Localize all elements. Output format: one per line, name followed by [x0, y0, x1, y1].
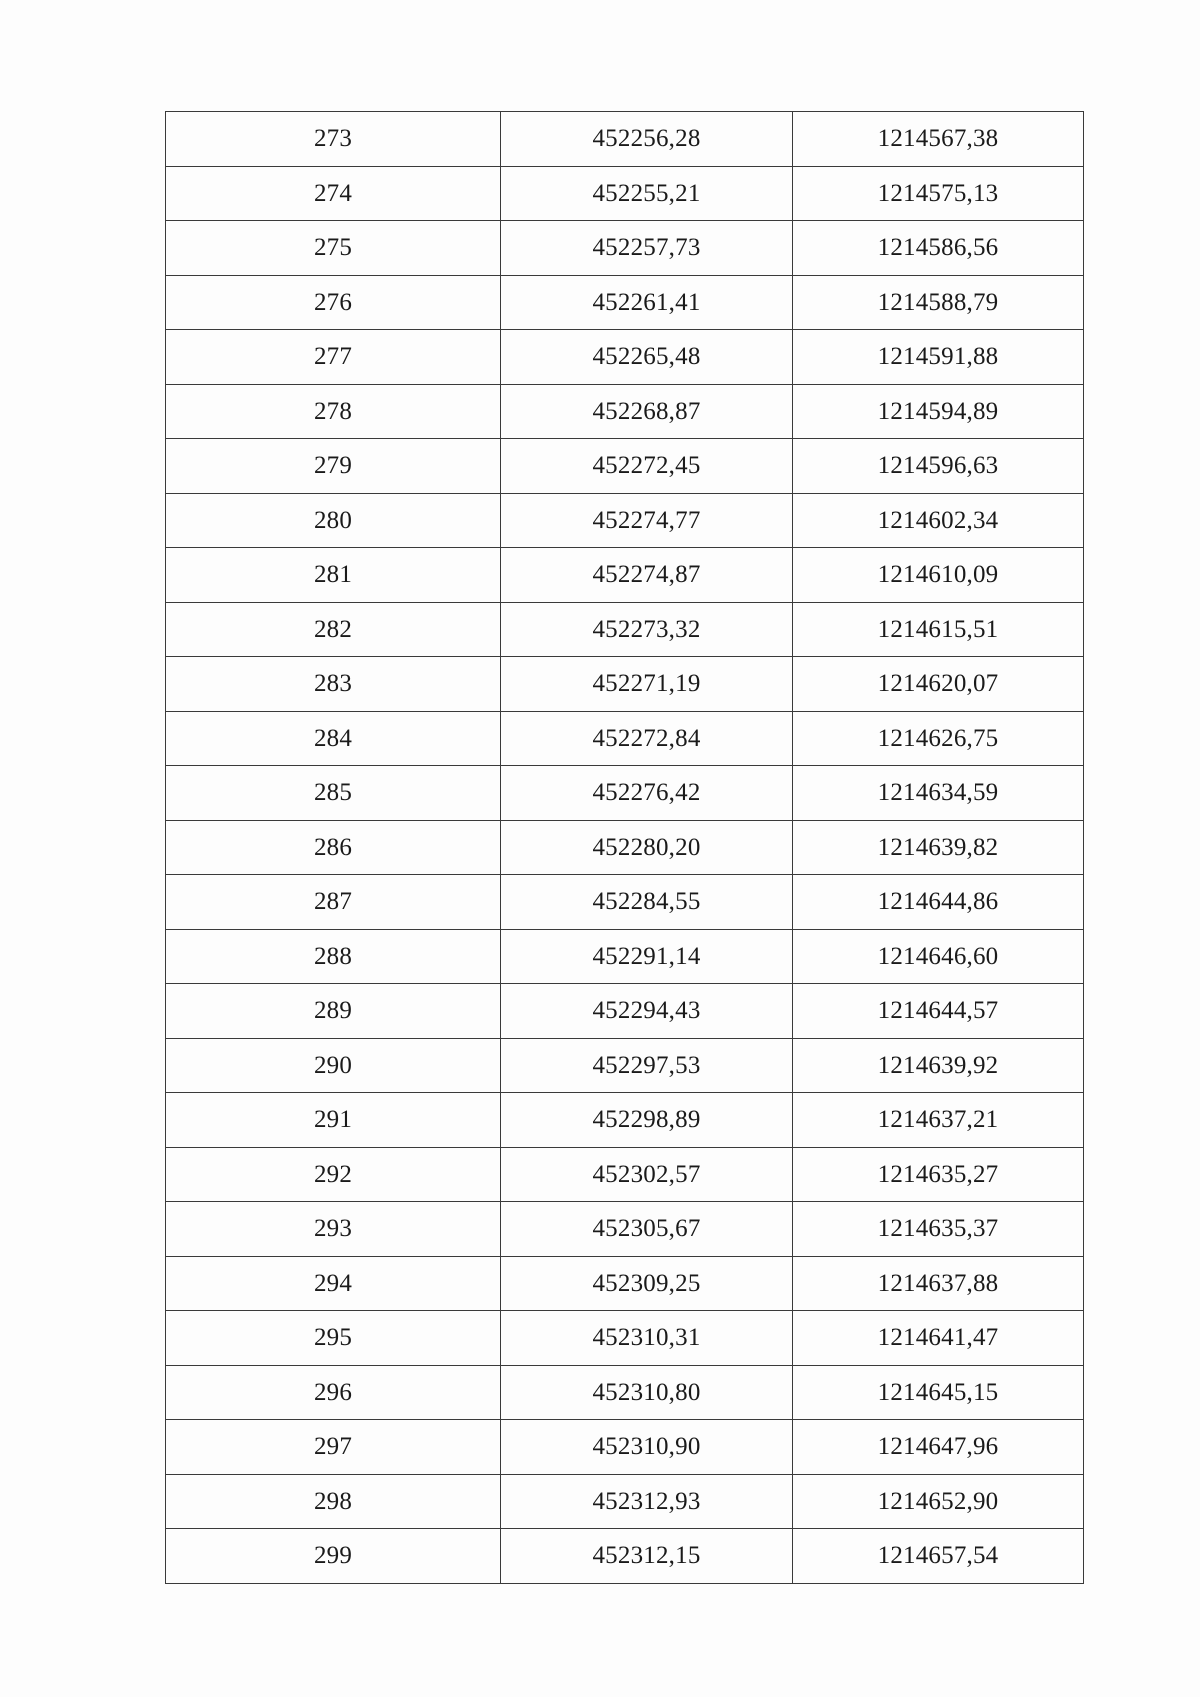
- point-number-cell: 290: [166, 1038, 501, 1093]
- x-coordinate-cell: 452280,20: [501, 820, 793, 875]
- y-coordinate-cell: 1214657,54: [793, 1529, 1084, 1584]
- y-coordinate-cell: 1214588,79: [793, 275, 1084, 330]
- table-row: [166, 221, 1084, 276]
- x-coordinate-cell: 452273,32: [501, 602, 793, 657]
- point-number-cell: 276: [166, 275, 501, 330]
- x-coordinate-cell: 452291,14: [501, 929, 793, 984]
- table-row: [166, 820, 1084, 875]
- x-coordinate-cell: 452310,80: [501, 1365, 793, 1420]
- coordinates-table: [165, 111, 1084, 1584]
- point-number-cell: 279: [166, 439, 501, 494]
- x-coordinate-cell: 452272,45: [501, 439, 793, 494]
- table-row: [166, 439, 1084, 494]
- point-number-cell: 287: [166, 875, 501, 930]
- table-row: [166, 1256, 1084, 1311]
- y-coordinate-cell: 1214626,75: [793, 711, 1084, 766]
- x-coordinate-cell: 452265,48: [501, 330, 793, 385]
- y-coordinate-cell: 1214634,59: [793, 766, 1084, 821]
- point-number-cell: 275: [166, 221, 501, 276]
- y-coordinate-cell: 1214635,27: [793, 1147, 1084, 1202]
- x-coordinate-cell: 452257,73: [501, 221, 793, 276]
- y-coordinate-cell: 1214647,96: [793, 1420, 1084, 1475]
- point-number-cell: 285: [166, 766, 501, 821]
- x-coordinate-cell: 452302,57: [501, 1147, 793, 1202]
- y-coordinate-cell: 1214639,82: [793, 820, 1084, 875]
- table-row: [166, 984, 1084, 1039]
- point-number-cell: 286: [166, 820, 501, 875]
- y-coordinate-cell: 1214586,56: [793, 221, 1084, 276]
- x-coordinate-cell: 452309,25: [501, 1256, 793, 1311]
- table-row: [166, 493, 1084, 548]
- table-row: [166, 330, 1084, 385]
- point-number-cell: 284: [166, 711, 501, 766]
- point-number-cell: 293: [166, 1202, 501, 1257]
- x-coordinate-cell: 452294,43: [501, 984, 793, 1039]
- table-row: [166, 112, 1084, 167]
- x-coordinate-cell: 452268,87: [501, 384, 793, 439]
- point-number-cell: 273: [166, 112, 501, 167]
- point-number-cell: 295: [166, 1311, 501, 1366]
- table-row: [166, 275, 1084, 330]
- y-coordinate-cell: 1214591,88: [793, 330, 1084, 385]
- point-number-cell: 277: [166, 330, 501, 385]
- table-row: [166, 1093, 1084, 1148]
- y-coordinate-cell: 1214645,15: [793, 1365, 1084, 1420]
- point-number-cell: 294: [166, 1256, 501, 1311]
- point-number-cell: 296: [166, 1365, 501, 1420]
- y-coordinate-cell: 1214637,88: [793, 1256, 1084, 1311]
- point-number-cell: 278: [166, 384, 501, 439]
- point-number-cell: 291: [166, 1093, 501, 1148]
- x-coordinate-cell: 452255,21: [501, 166, 793, 221]
- table-row: [166, 1365, 1084, 1420]
- x-coordinate-cell: 452297,53: [501, 1038, 793, 1093]
- table-row: [166, 657, 1084, 712]
- table-row: [166, 929, 1084, 984]
- x-coordinate-cell: 452276,42: [501, 766, 793, 821]
- y-coordinate-cell: 1214620,07: [793, 657, 1084, 712]
- table-row: [166, 1147, 1084, 1202]
- point-number-cell: 274: [166, 166, 501, 221]
- coordinates-table-body: [166, 112, 1084, 1584]
- x-coordinate-cell: 452312,15: [501, 1529, 793, 1584]
- x-coordinate-cell: 452284,55: [501, 875, 793, 930]
- x-coordinate-cell: 452272,84: [501, 711, 793, 766]
- y-coordinate-cell: 1214637,21: [793, 1093, 1084, 1148]
- point-number-cell: 283: [166, 657, 501, 712]
- x-coordinate-cell: 452274,87: [501, 548, 793, 603]
- point-number-cell: 299: [166, 1529, 501, 1584]
- table-row: [166, 384, 1084, 439]
- table-row: [166, 875, 1084, 930]
- x-coordinate-cell: 452261,41: [501, 275, 793, 330]
- point-number-cell: 282: [166, 602, 501, 657]
- y-coordinate-cell: 1214639,92: [793, 1038, 1084, 1093]
- y-coordinate-cell: 1214575,13: [793, 166, 1084, 221]
- point-number-cell: 298: [166, 1474, 501, 1529]
- y-coordinate-cell: 1214652,90: [793, 1474, 1084, 1529]
- point-number-cell: 288: [166, 929, 501, 984]
- table-row: [166, 1202, 1084, 1257]
- table-row: [166, 1038, 1084, 1093]
- x-coordinate-cell: 452274,77: [501, 493, 793, 548]
- y-coordinate-cell: 1214610,09: [793, 548, 1084, 603]
- y-coordinate-cell: 1214602,34: [793, 493, 1084, 548]
- y-coordinate-cell: 1214646,60: [793, 929, 1084, 984]
- table-row: [166, 602, 1084, 657]
- table-row: [166, 1311, 1084, 1366]
- point-number-cell: 289: [166, 984, 501, 1039]
- y-coordinate-cell: 1214594,89: [793, 384, 1084, 439]
- table-row: [166, 711, 1084, 766]
- point-number-cell: 292: [166, 1147, 501, 1202]
- x-coordinate-cell: 452298,89: [501, 1093, 793, 1148]
- x-coordinate-cell: 452310,31: [501, 1311, 793, 1366]
- point-number-cell: 297: [166, 1420, 501, 1475]
- x-coordinate-cell: 452305,67: [501, 1202, 793, 1257]
- y-coordinate-cell: 1214644,57: [793, 984, 1084, 1039]
- y-coordinate-cell: 1214615,51: [793, 602, 1084, 657]
- y-coordinate-cell: 1214644,86: [793, 875, 1084, 930]
- x-coordinate-cell: 452256,28: [501, 112, 793, 167]
- table-row: [166, 166, 1084, 221]
- table-row: [166, 548, 1084, 603]
- y-coordinate-cell: 1214596,63: [793, 439, 1084, 494]
- point-number-cell: 280: [166, 493, 501, 548]
- x-coordinate-cell: 452312,93: [501, 1474, 793, 1529]
- table-row: [166, 1420, 1084, 1475]
- table-row: [166, 1529, 1084, 1584]
- y-coordinate-cell: 1214567,38: [793, 112, 1084, 167]
- x-coordinate-cell: 452310,90: [501, 1420, 793, 1475]
- point-number-cell: 281: [166, 548, 501, 603]
- table-row: [166, 1474, 1084, 1529]
- y-coordinate-cell: 1214635,37: [793, 1202, 1084, 1257]
- table-row: [166, 766, 1084, 821]
- y-coordinate-cell: 1214641,47: [793, 1311, 1084, 1366]
- x-coordinate-cell: 452271,19: [501, 657, 793, 712]
